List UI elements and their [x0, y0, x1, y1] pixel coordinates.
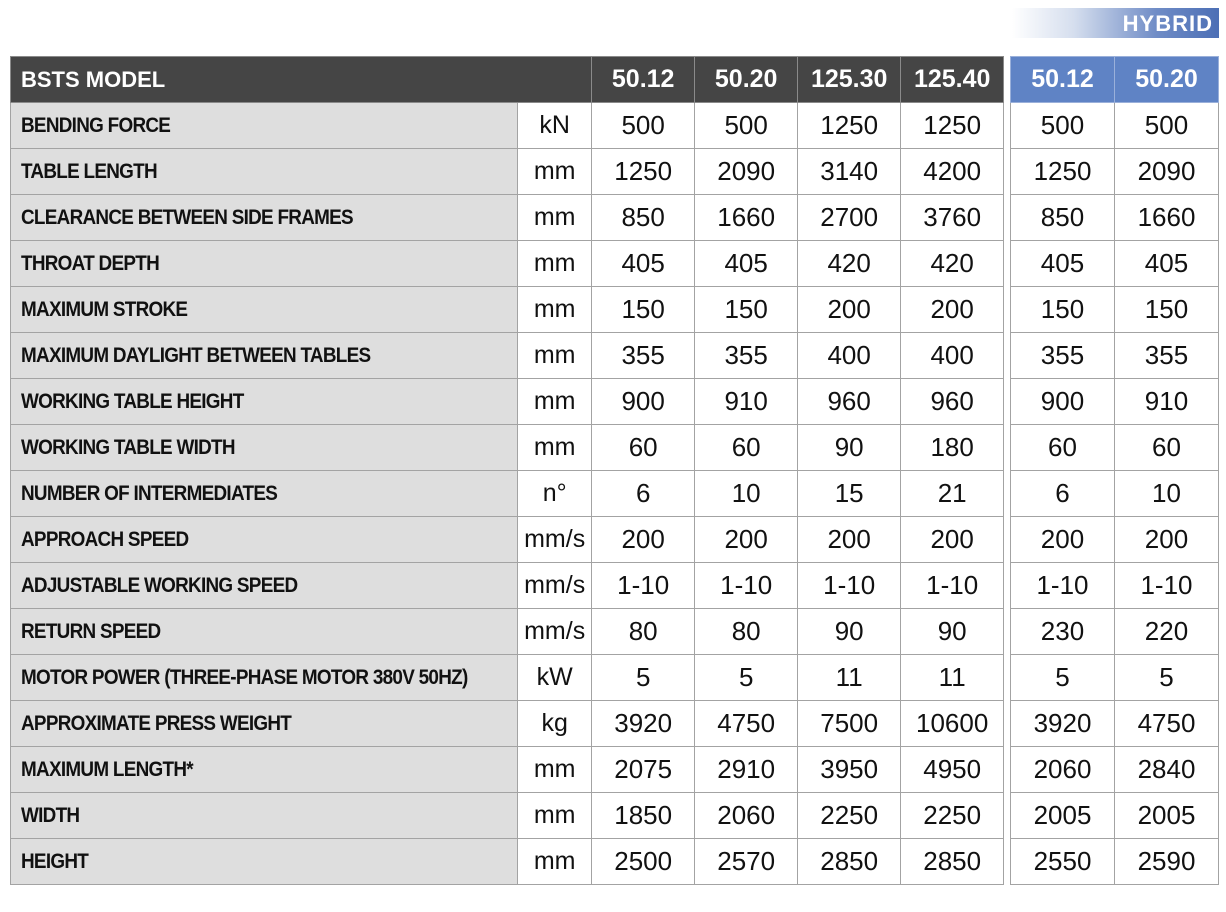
spec-value: 150 — [695, 287, 798, 333]
hybrid-value: 6 — [1011, 471, 1115, 517]
spec-unit: mm/s — [518, 563, 592, 609]
spec-value: 60 — [592, 425, 695, 471]
spec-value: 2250 — [798, 793, 901, 839]
spec-value: 3920 — [592, 701, 695, 747]
hybrid-value: 2840 — [1115, 747, 1219, 793]
spec-unit: mm — [518, 793, 592, 839]
spec-unit: mm — [518, 195, 592, 241]
spec-label — [11, 287, 518, 333]
spec-value: 5 — [592, 655, 695, 701]
spec-value: 900 — [592, 379, 695, 425]
spec-label — [11, 563, 518, 609]
spec-label-text: APPROACH SPEED — [21, 527, 189, 551]
hybrid-value: 1-10 — [1011, 563, 1115, 609]
table-row — [11, 747, 1004, 793]
hybrid-row — [1011, 839, 1219, 885]
spec-value: 150 — [592, 287, 695, 333]
spec-label — [11, 149, 518, 195]
spec-value: 2850 — [901, 839, 1004, 885]
spec-value: 2250 — [901, 793, 1004, 839]
hybrid-row — [1011, 747, 1219, 793]
hybrid-row — [1011, 103, 1219, 149]
hybrid-value: 2005 — [1011, 793, 1115, 839]
spec-label-text: MOTOR POWER (THREE-PHASE MOTOR 380V 50HZ) — [21, 665, 468, 689]
spec-value: 200 — [695, 517, 798, 563]
hybrid-row — [1011, 609, 1219, 655]
table-row — [11, 563, 1004, 609]
spec-value: 1850 — [592, 793, 695, 839]
hybrid-specs-table — [1010, 56, 1219, 885]
table-row — [11, 379, 1004, 425]
spec-value: 400 — [901, 333, 1004, 379]
hybrid-row — [1011, 517, 1219, 563]
hybrid-value: 355 — [1011, 333, 1115, 379]
spec-value: 3950 — [798, 747, 901, 793]
spec-value: 2060 — [695, 793, 798, 839]
spec-value: 80 — [695, 609, 798, 655]
hybrid-badge: HYBRID — [1012, 8, 1219, 38]
spec-label — [11, 333, 518, 379]
hybrid-value: 2005 — [1115, 793, 1219, 839]
spec-unit: mm — [518, 149, 592, 195]
spec-value: 11 — [901, 655, 1004, 701]
spec-value: 60 — [695, 425, 798, 471]
spec-value: 850 — [592, 195, 695, 241]
spec-label-text: BENDING FORCE — [21, 113, 171, 137]
hybrid-value: 200 — [1011, 517, 1115, 563]
hybrid-row — [1011, 563, 1219, 609]
spec-value: 355 — [592, 333, 695, 379]
hybrid-row — [1011, 379, 1219, 425]
hybrid-value: 850 — [1011, 195, 1115, 241]
spec-unit: kW — [518, 655, 592, 701]
spec-value: 1-10 — [798, 563, 901, 609]
spec-value: 405 — [592, 241, 695, 287]
hybrid-row — [1011, 471, 1219, 517]
table-row — [11, 149, 1004, 195]
hybrid-row — [1011, 333, 1219, 379]
spec-value: 3760 — [901, 195, 1004, 241]
hybrid-row — [1011, 241, 1219, 287]
spec-label-text: MAXIMUM DAYLIGHT BETWEEN TABLES — [21, 343, 371, 367]
spec-label-text: WORKING TABLE WIDTH — [21, 435, 235, 459]
spec-value: 200 — [901, 287, 1004, 333]
hybrid-value: 2550 — [1011, 839, 1115, 885]
spec-label-text: WORKING TABLE HEIGHT — [21, 389, 244, 413]
table-row — [11, 609, 1004, 655]
spec-unit: mm/s — [518, 517, 592, 563]
spec-value: 21 — [901, 471, 1004, 517]
spec-label-text: TABLE LENGTH — [21, 159, 157, 183]
spec-value: 200 — [592, 517, 695, 563]
hybrid-value: 4750 — [1115, 701, 1219, 747]
model-header: 125.30 — [798, 57, 901, 103]
hybrid-value: 5 — [1115, 655, 1219, 701]
spec-value: 180 — [901, 425, 1004, 471]
table-row — [11, 195, 1004, 241]
spec-value: 10600 — [901, 701, 1004, 747]
spec-value: 1-10 — [901, 563, 1004, 609]
hybrid-value: 220 — [1115, 609, 1219, 655]
spec-value: 2500 — [592, 839, 695, 885]
spec-label-text: NUMBER OF INTERMEDIATES — [21, 481, 278, 505]
hybrid-model-header: 50.20 — [1115, 57, 1219, 103]
hybrid-model-header: 50.12 — [1011, 57, 1115, 103]
spec-label — [11, 425, 518, 471]
spec-label — [11, 241, 518, 287]
model-label: BSTS MODEL — [11, 57, 592, 103]
spec-label — [11, 793, 518, 839]
spec-label-text: CLEARANCE BETWEEN SIDE FRAMES — [21, 205, 353, 229]
hybrid-value: 1250 — [1011, 149, 1115, 195]
spec-value: 4750 — [695, 701, 798, 747]
hybrid-value: 200 — [1115, 517, 1219, 563]
spec-value: 90 — [901, 609, 1004, 655]
spec-value: 2850 — [798, 839, 901, 885]
spec-label — [11, 517, 518, 563]
hybrid-value: 355 — [1115, 333, 1219, 379]
spec-value: 405 — [695, 241, 798, 287]
spec-value: 400 — [798, 333, 901, 379]
hybrid-value: 5 — [1011, 655, 1115, 701]
spec-value: 960 — [901, 379, 1004, 425]
hybrid-row — [1011, 425, 1219, 471]
spec-value: 6 — [592, 471, 695, 517]
spec-value: 420 — [798, 241, 901, 287]
spec-value: 2570 — [695, 839, 798, 885]
spec-value: 200 — [901, 517, 1004, 563]
hybrid-value: 900 — [1011, 379, 1115, 425]
model-header: 50.12 — [592, 57, 695, 103]
hybrid-row — [1011, 149, 1219, 195]
spec-value: 500 — [592, 103, 695, 149]
model-header: 50.20 — [695, 57, 798, 103]
table-row — [11, 517, 1004, 563]
model-header: 125.40 — [901, 57, 1004, 103]
spec-value: 2910 — [695, 747, 798, 793]
spec-unit: mm — [518, 241, 592, 287]
spec-value: 200 — [798, 517, 901, 563]
table-row — [11, 241, 1004, 287]
spec-value: 80 — [592, 609, 695, 655]
spec-label-text: MAXIMUM STROKE — [21, 297, 188, 321]
hybrid-value: 3920 — [1011, 701, 1115, 747]
spec-label-text: ADJUSTABLE WORKING SPEED — [21, 573, 298, 597]
spec-value: 1-10 — [592, 563, 695, 609]
spec-value: 4950 — [901, 747, 1004, 793]
spec-value: 1250 — [798, 103, 901, 149]
hybrid-value: 230 — [1011, 609, 1115, 655]
spec-value: 355 — [695, 333, 798, 379]
spec-label-text: APPROXIMATE PRESS WEIGHT — [21, 711, 292, 735]
spec-unit: mm/s — [518, 609, 592, 655]
hybrid-value: 2090 — [1115, 149, 1219, 195]
spec-label — [11, 471, 518, 517]
spec-value: 90 — [798, 609, 901, 655]
hybrid-value: 150 — [1115, 287, 1219, 333]
spec-label — [11, 103, 518, 149]
spec-label-text: RETURN SPEED — [21, 619, 161, 643]
hybrid-value: 150 — [1011, 287, 1115, 333]
spec-unit: mm — [518, 425, 592, 471]
spec-label — [11, 701, 518, 747]
table-row — [11, 655, 1004, 701]
hybrid-value: 2590 — [1115, 839, 1219, 885]
spec-value: 10 — [695, 471, 798, 517]
hybrid-value: 60 — [1115, 425, 1219, 471]
spec-unit: n° — [518, 471, 592, 517]
spec-value: 3140 — [798, 149, 901, 195]
table-row — [11, 287, 1004, 333]
spec-unit: mm — [518, 379, 592, 425]
hybrid-value: 1-10 — [1115, 563, 1219, 609]
spec-unit: mm — [518, 333, 592, 379]
spec-value: 1660 — [695, 195, 798, 241]
specs-table — [10, 56, 1004, 885]
spec-unit: kg — [518, 701, 592, 747]
spec-value: 420 — [901, 241, 1004, 287]
spec-label — [11, 609, 518, 655]
spec-label — [11, 747, 518, 793]
spec-value: 200 — [798, 287, 901, 333]
table-row — [11, 425, 1004, 471]
hybrid-row — [1011, 287, 1219, 333]
table-row — [11, 793, 1004, 839]
spec-value: 90 — [798, 425, 901, 471]
spec-label — [11, 655, 518, 701]
table-header-row — [11, 57, 1004, 103]
spec-label-text: THROAT DEPTH — [21, 251, 160, 275]
hybrid-value: 405 — [1115, 241, 1219, 287]
spec-value: 2075 — [592, 747, 695, 793]
hybrid-value: 10 — [1115, 471, 1219, 517]
spec-label — [11, 839, 518, 885]
spec-value: 4200 — [901, 149, 1004, 195]
hybrid-header-row — [1011, 57, 1219, 103]
spec-value: 7500 — [798, 701, 901, 747]
spec-value: 5 — [695, 655, 798, 701]
table-row — [11, 103, 1004, 149]
spec-label — [11, 379, 518, 425]
spec-unit: mm — [518, 747, 592, 793]
spec-label — [11, 195, 518, 241]
hybrid-row — [1011, 195, 1219, 241]
hybrid-row — [1011, 701, 1219, 747]
spec-value: 1-10 — [695, 563, 798, 609]
hybrid-value: 500 — [1115, 103, 1219, 149]
table-row — [11, 839, 1004, 885]
spec-value: 960 — [798, 379, 901, 425]
hybrid-value: 405 — [1011, 241, 1115, 287]
table-row — [11, 333, 1004, 379]
spec-label-text: WIDTH — [21, 803, 80, 827]
spec-value: 1250 — [592, 149, 695, 195]
spec-label-text: HEIGHT — [21, 849, 89, 873]
hybrid-value: 910 — [1115, 379, 1219, 425]
spec-label-text: MAXIMUM LENGTH* — [21, 757, 193, 781]
hybrid-value: 500 — [1011, 103, 1115, 149]
spec-value: 500 — [695, 103, 798, 149]
spec-unit: kN — [518, 103, 592, 149]
spec-value: 2700 — [798, 195, 901, 241]
spec-value: 1250 — [901, 103, 1004, 149]
table-row — [11, 701, 1004, 747]
spec-value: 2090 — [695, 149, 798, 195]
hybrid-value: 60 — [1011, 425, 1115, 471]
hybrid-row — [1011, 793, 1219, 839]
hybrid-row — [1011, 655, 1219, 701]
hybrid-value: 1660 — [1115, 195, 1219, 241]
hybrid-value: 2060 — [1011, 747, 1115, 793]
table-row — [11, 471, 1004, 517]
spec-value: 910 — [695, 379, 798, 425]
spec-value: 11 — [798, 655, 901, 701]
spec-unit: mm — [518, 839, 592, 885]
spec-value: 15 — [798, 471, 901, 517]
spec-unit: mm — [518, 287, 592, 333]
